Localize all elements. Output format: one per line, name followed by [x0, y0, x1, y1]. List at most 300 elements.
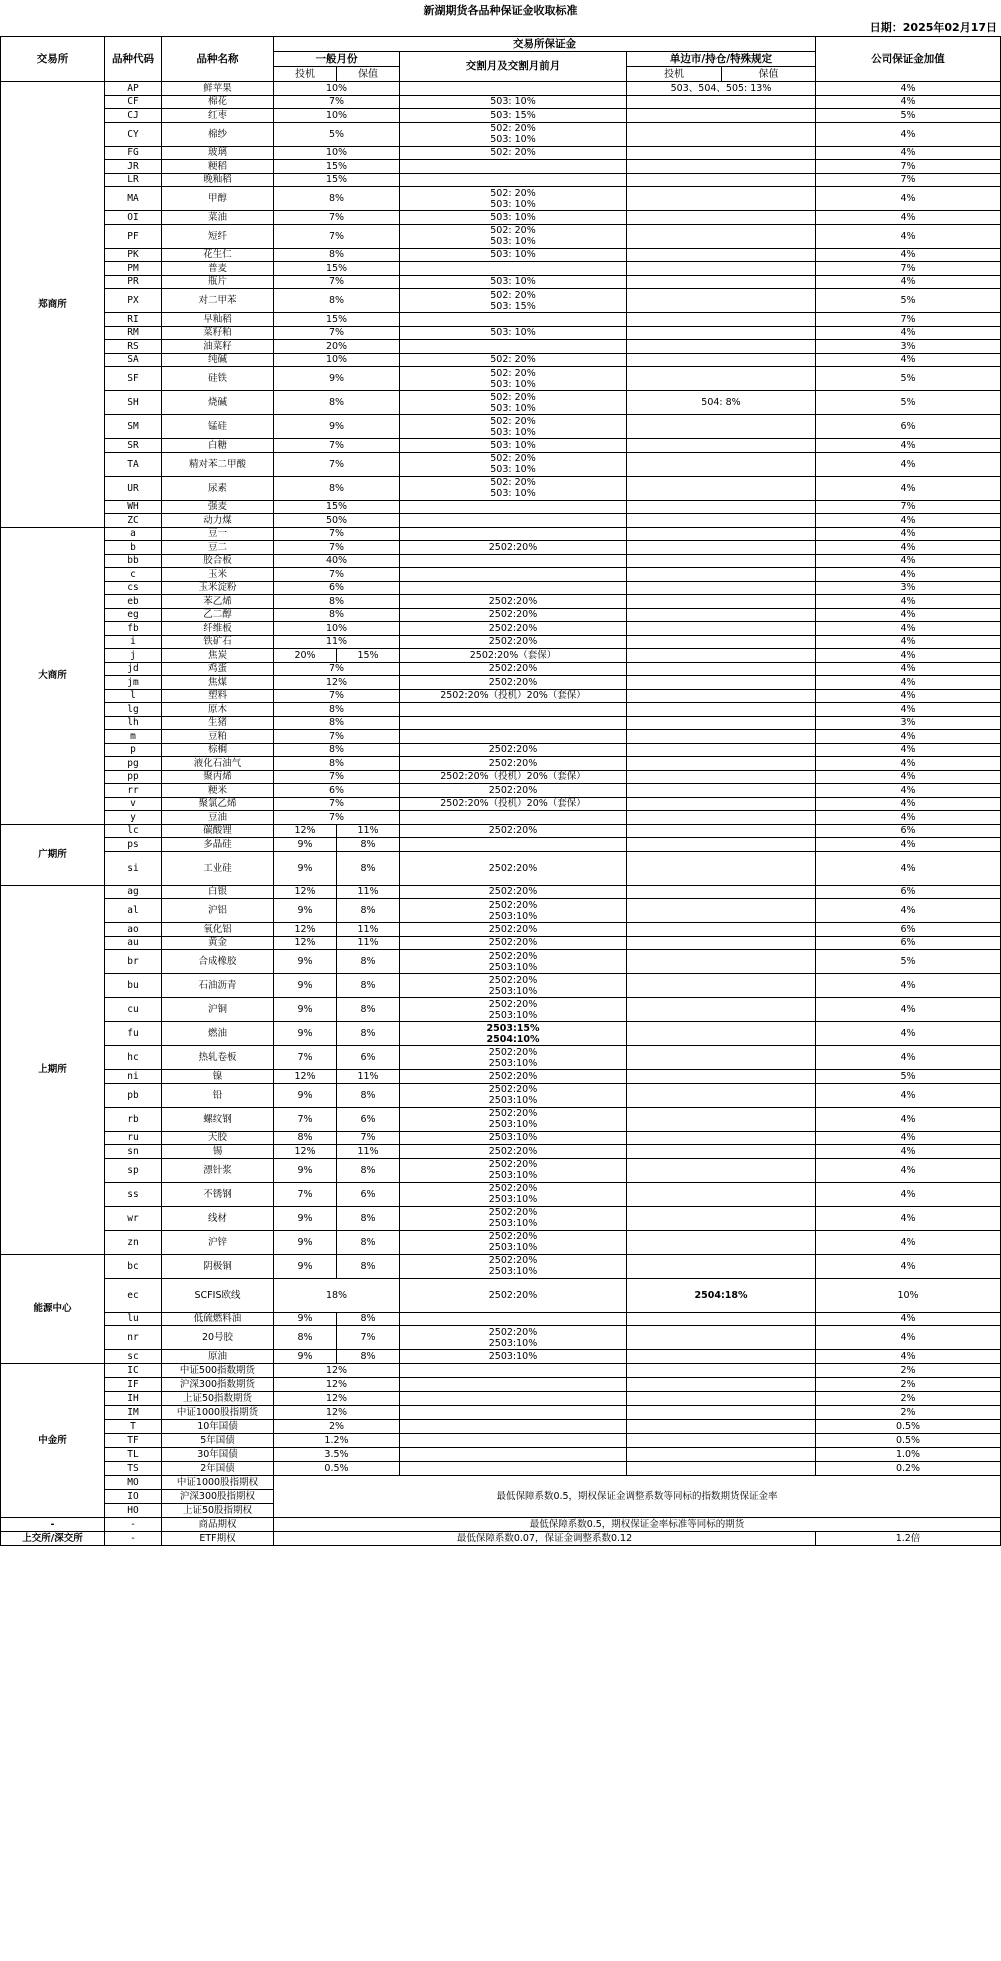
name-cell: 硅铁 — [162, 367, 274, 391]
code-cell: lg — [105, 703, 162, 717]
general-margin-cell: 18% — [274, 1278, 400, 1312]
delivery-line: 2503:10% — [488, 910, 538, 922]
code-cell: j — [105, 649, 162, 663]
code-cell: TS — [105, 1461, 162, 1475]
special-rule-cell — [627, 851, 816, 885]
delivery-margin-cell — [400, 689, 627, 703]
header-hedge: 保值 — [337, 67, 400, 82]
company-margin-cell: 4% — [816, 743, 1001, 757]
delivery-line: 2502:20% — [488, 1255, 538, 1266]
delivery-line: 2502:20% — [488, 744, 538, 756]
code-cell: IO — [105, 1489, 162, 1503]
general-margin-cell: 7% — [274, 662, 400, 676]
general-margin-cell: 15% — [274, 160, 400, 174]
delivery-line: 2503:10% — [488, 1132, 538, 1144]
table-row — [1, 811, 1001, 825]
delivery-margin-cell — [400, 1070, 627, 1084]
delivery-margin-cell — [400, 1326, 627, 1350]
table-row — [1, 1517, 1001, 1531]
delivery-margin-cell — [400, 187, 627, 211]
special-rule-cell — [627, 649, 816, 663]
code-cell: m — [105, 730, 162, 744]
name-cell: 焦煤 — [162, 676, 274, 690]
code-cell: - — [105, 1531, 162, 1545]
company-margin-cell: 6% — [816, 824, 1001, 838]
code-cell: rr — [105, 784, 162, 798]
table-row — [1, 391, 1001, 415]
delivery-line: 503: 10% — [490, 402, 536, 414]
company-margin-cell: 0.5% — [816, 1419, 1001, 1433]
delivery-line: 502: 20% — [490, 415, 536, 427]
company-margin-cell: 4% — [816, 1046, 1001, 1070]
name-cell: 胶合板 — [162, 554, 274, 568]
company-margin-cell: 4% — [816, 1182, 1001, 1206]
company-margin-cell: 2% — [816, 1377, 1001, 1391]
delivery-margin-cell — [400, 851, 627, 885]
code-cell: IC — [105, 1363, 162, 1377]
delivery-margin-cell — [400, 1391, 627, 1405]
hedge-margin-cell: 8% — [337, 1312, 400, 1326]
special-rule-cell — [627, 289, 816, 313]
special-rule-cell — [627, 1254, 816, 1278]
special-rule-cell — [627, 1461, 816, 1475]
delivery-margin-cell — [400, 1230, 627, 1254]
table-row — [1, 146, 1001, 160]
table-row — [1, 1475, 1001, 1489]
code-cell: CY — [105, 122, 162, 146]
name-cell: 粳米 — [162, 784, 274, 798]
table-row — [1, 1419, 1001, 1433]
name-cell: 白糖 — [162, 439, 274, 453]
table-row — [1, 1158, 1001, 1182]
general-margin-cell: 8% — [274, 289, 400, 313]
hedge-margin-cell: 8% — [337, 974, 400, 998]
table-row — [1, 514, 1001, 528]
table-row — [1, 1531, 1001, 1545]
code-cell: bb — [105, 554, 162, 568]
name-cell: 生猪 — [162, 716, 274, 730]
general-margin-cell: 9% — [274, 415, 400, 439]
name-cell: 线材 — [162, 1206, 274, 1230]
delivery-margin-cell — [400, 146, 627, 160]
general-margin-cell: 7% — [274, 797, 400, 811]
table-row — [1, 662, 1001, 676]
code-cell: eb — [105, 595, 162, 609]
special-rule-cell — [627, 838, 816, 852]
name-cell: 沪铝 — [162, 899, 274, 923]
table-row — [1, 353, 1001, 367]
header-exchange-margin: 交易所保证金 — [274, 37, 816, 52]
special-rule-cell — [627, 1377, 816, 1391]
company-margin-cell: 4% — [816, 476, 1001, 500]
special-rule-cell — [627, 811, 816, 825]
hedge-margin-cell: 11% — [337, 1070, 400, 1084]
code-cell: JR — [105, 160, 162, 174]
delivery-margin-cell — [400, 224, 627, 248]
special-rule-cell — [627, 211, 816, 225]
table-row — [1, 187, 1001, 211]
general-margin-cell: 7% — [274, 811, 400, 825]
company-margin-cell: 1.2倍 — [816, 1531, 1001, 1545]
company-margin-cell: 4% — [816, 439, 1001, 453]
general-margin-cell: 15% — [274, 262, 400, 276]
special-rule-cell — [627, 1312, 816, 1326]
speculation-margin-cell: 9% — [274, 1350, 337, 1364]
company-margin-cell: 4% — [816, 1206, 1001, 1230]
table-row — [1, 476, 1001, 500]
company-margin-cell: 3% — [816, 581, 1001, 595]
delivery-line: 2502:20% — [488, 937, 538, 949]
general-margin-cell: 10% — [274, 146, 400, 160]
exchange-cell: 广期所 — [1, 824, 105, 885]
delivery-line: 2502:20% — [488, 1108, 538, 1119]
company-margin-cell: 5% — [816, 1070, 1001, 1084]
table-row — [1, 1145, 1001, 1159]
code-cell: sc — [105, 1350, 162, 1364]
delivery-line: 502: 20% — [490, 367, 536, 379]
speculation-margin-cell: 9% — [274, 998, 337, 1022]
delivery-margin-cell — [400, 581, 627, 595]
table-row — [1, 635, 1001, 649]
code-cell: PF — [105, 224, 162, 248]
delivery-margin-cell — [400, 568, 627, 582]
company-margin-cell: 4% — [816, 608, 1001, 622]
general-margin-cell: 7% — [274, 689, 400, 703]
delivery-margin-cell — [400, 1158, 627, 1182]
name-cell: 玉米 — [162, 568, 274, 582]
code-cell: ZC — [105, 514, 162, 528]
company-margin-cell: 4% — [816, 622, 1001, 636]
table-row — [1, 950, 1001, 974]
name-cell: 30年国债 — [162, 1447, 274, 1461]
speculation-margin-cell: 9% — [274, 950, 337, 974]
delivery-line: 502: 20% — [490, 354, 536, 366]
general-margin-cell: 11% — [274, 635, 400, 649]
code-cell: PK — [105, 248, 162, 262]
delivery-line: 2503:10% — [488, 1218, 538, 1229]
delivery-line: 2502:20% — [488, 1070, 538, 1082]
name-cell: 中证500指数期货 — [162, 1363, 274, 1377]
company-margin-cell: 4% — [816, 899, 1001, 923]
special-rule-cell — [627, 797, 816, 811]
name-cell: 短纤 — [162, 224, 274, 248]
header-general-month: 一般月份 — [274, 52, 400, 67]
name-cell: 棉纱 — [162, 122, 274, 146]
special-rule-cell — [627, 1131, 816, 1145]
general-margin-cell: 8% — [274, 703, 400, 717]
delivery-margin-cell — [400, 514, 627, 528]
code-cell: fu — [105, 1022, 162, 1046]
special-rule-cell — [627, 224, 816, 248]
delivery-margin-cell — [400, 340, 627, 354]
table-row — [1, 452, 1001, 476]
company-margin-cell: 3% — [816, 340, 1001, 354]
code-cell: l — [105, 689, 162, 703]
hedge-margin-cell: 8% — [337, 1230, 400, 1254]
code-cell: p — [105, 743, 162, 757]
special-rule-cell — [627, 313, 816, 327]
code-cell: c — [105, 568, 162, 582]
speculation-margin-cell: 12% — [274, 936, 337, 950]
special-rule-cell — [627, 452, 816, 476]
code-cell: IF — [105, 1377, 162, 1391]
name-cell: 工业硅 — [162, 851, 274, 885]
special-rule-cell — [627, 974, 816, 998]
delivery-margin-cell — [400, 439, 627, 453]
table-row — [1, 248, 1001, 262]
code-cell: fb — [105, 622, 162, 636]
code-cell: SM — [105, 415, 162, 439]
exchange-cell: 大商所 — [1, 527, 105, 824]
name-cell: 普麦 — [162, 262, 274, 276]
name-cell: 白银 — [162, 885, 274, 899]
delivery-line: 2502:20% — [488, 923, 538, 935]
name-cell: 乙二醇 — [162, 608, 274, 622]
table-row — [1, 743, 1001, 757]
code-cell: eg — [105, 608, 162, 622]
company-margin-cell: 0.5% — [816, 1433, 1001, 1447]
delivery-margin-cell — [400, 885, 627, 899]
delivery-margin-cell — [400, 899, 627, 923]
code-cell: ni — [105, 1070, 162, 1084]
delivery-margin-cell — [400, 1377, 627, 1391]
table-row — [1, 554, 1001, 568]
special-rule-cell — [627, 899, 816, 923]
delivery-line: 2502:20% — [488, 886, 538, 898]
speculation-margin-cell: 8% — [274, 1131, 337, 1145]
speculation-margin-cell: 12% — [274, 1070, 337, 1084]
delivery-line: 2502:20% — [488, 1046, 538, 1058]
code-cell: WH — [105, 500, 162, 514]
name-cell: 苯乙烯 — [162, 595, 274, 609]
table-row — [1, 122, 1001, 146]
general-margin-cell: 7% — [274, 326, 400, 340]
general-margin-cell: 8% — [274, 595, 400, 609]
table-row — [1, 367, 1001, 391]
special-rule-cell — [627, 415, 816, 439]
delivery-margin-cell — [400, 391, 627, 415]
delivery-margin-cell — [400, 797, 627, 811]
hedge-margin-cell: 11% — [337, 824, 400, 838]
general-margin-cell: 15% — [274, 313, 400, 327]
table-row — [1, 1278, 1001, 1312]
general-margin-cell: 6% — [274, 784, 400, 798]
general-margin-cell: 10% — [274, 353, 400, 367]
company-margin-cell: 10% — [816, 1278, 1001, 1312]
company-margin-cell: 4% — [816, 974, 1001, 998]
special-rule-cell — [627, 581, 816, 595]
delivery-margin-cell — [400, 649, 627, 663]
name-cell: 天胶 — [162, 1131, 274, 1145]
code-cell: CF — [105, 95, 162, 109]
table-row — [1, 1107, 1001, 1131]
delivery-line: 2502:20% — [488, 1289, 538, 1301]
special-rule-cell — [627, 187, 816, 211]
code-cell: ao — [105, 923, 162, 937]
company-margin-cell: 4% — [816, 662, 1001, 676]
delivery-line: 2502:20% — [488, 998, 538, 1010]
name-cell: 晚籼稻 — [162, 173, 274, 187]
special-rule-cell — [627, 160, 816, 174]
speculation-margin-cell: 7% — [274, 1182, 337, 1206]
delivery-margin-cell — [400, 770, 627, 784]
table-row — [1, 224, 1001, 248]
special-rule-cell — [627, 146, 816, 160]
company-margin-cell: 4% — [816, 811, 1001, 825]
table-row — [1, 689, 1001, 703]
general-margin-cell: 12% — [274, 1363, 400, 1377]
company-margin-cell: 4% — [816, 784, 1001, 798]
delivery-margin-cell — [400, 824, 627, 838]
code-cell: sn — [105, 1145, 162, 1159]
special-rule-cell — [627, 1433, 816, 1447]
code-cell: bu — [105, 974, 162, 998]
name-cell: 玻璃 — [162, 146, 274, 160]
table-row — [1, 649, 1001, 663]
hedge-margin-cell: 8% — [337, 899, 400, 923]
code-cell: HO — [105, 1503, 162, 1517]
delivery-margin-cell — [400, 1182, 627, 1206]
name-cell: 多晶硅 — [162, 838, 274, 852]
special-rule-cell — [627, 1363, 816, 1377]
delivery-margin-cell — [400, 608, 627, 622]
delivery-line: 503: 10% — [490, 464, 536, 475]
delivery-margin-cell — [400, 950, 627, 974]
delivery-line: 2503:10% — [488, 1057, 538, 1069]
general-margin-cell: 12% — [274, 1377, 400, 1391]
speculation-margin-cell: 9% — [274, 851, 337, 885]
code-cell: SR — [105, 439, 162, 453]
speculation-margin-cell: 9% — [274, 1254, 337, 1278]
name-cell: 原木 — [162, 703, 274, 717]
special-rule-cell — [627, 173, 816, 187]
name-cell: SCFIS欧线 — [162, 1278, 274, 1312]
code-cell: sp — [105, 1158, 162, 1182]
delivery-line: 503: 10% — [490, 276, 536, 288]
delivery-line: 503: 15% — [490, 300, 536, 312]
table-row — [1, 757, 1001, 771]
delivery-line: 2503:10% — [488, 985, 538, 997]
name-cell: 强麦 — [162, 500, 274, 514]
delivery-line: 2502:20%（投机）20%（套保） — [440, 798, 586, 810]
name-cell: 玉米淀粉 — [162, 581, 274, 595]
general-margin-cell: 7% — [274, 541, 400, 555]
table-row — [1, 1461, 1001, 1475]
table-row — [1, 1131, 1001, 1145]
delivery-line: 2502:20% — [488, 784, 538, 796]
delivery-margin-cell — [400, 1363, 627, 1377]
special-rule-cell — [627, 998, 816, 1022]
code-cell: bc — [105, 1254, 162, 1278]
special-rule-cell — [627, 622, 816, 636]
hedge-margin-cell: 8% — [337, 851, 400, 885]
speculation-margin-cell: 9% — [274, 1312, 337, 1326]
company-margin-cell: 4% — [816, 224, 1001, 248]
name-cell: 对二甲苯 — [162, 289, 274, 313]
name-cell: 锡 — [162, 1145, 274, 1159]
special-rule-cell — [627, 262, 816, 276]
delivery-line: 2502:20% — [488, 541, 538, 553]
speculation-margin-cell: 9% — [274, 1022, 337, 1046]
company-margin-cell: 7% — [816, 173, 1001, 187]
delivery-margin-cell — [400, 541, 627, 555]
table-row — [1, 770, 1001, 784]
exchange-cell: 郑商所 — [1, 82, 105, 528]
company-margin-cell: 4% — [816, 95, 1001, 109]
speculation-margin-cell: 9% — [274, 1158, 337, 1182]
company-margin-cell: 6% — [816, 923, 1001, 937]
table-body — [1, 82, 1001, 1546]
name-cell: 棕榈 — [162, 743, 274, 757]
name-cell: 动力煤 — [162, 514, 274, 528]
header-company-margin: 公司保证金加值 — [816, 37, 1001, 82]
delivery-line: 2502:20% — [488, 825, 538, 837]
special-rule-cell — [627, 730, 816, 744]
company-margin-cell: 4% — [816, 122, 1001, 146]
general-margin-cell: 8% — [274, 187, 400, 211]
company-margin-cell: 4% — [816, 514, 1001, 528]
code-cell: - — [105, 1517, 162, 1531]
general-margin-cell: 8% — [274, 248, 400, 262]
code-cell: hc — [105, 1046, 162, 1070]
company-margin-cell: 5% — [816, 109, 1001, 123]
company-margin-cell: 4% — [816, 353, 1001, 367]
code-cell: b — [105, 541, 162, 555]
name-cell: 燃油 — [162, 1022, 274, 1046]
company-margin-cell: 4% — [816, 187, 1001, 211]
company-margin-cell: 7% — [816, 313, 1001, 327]
delivery-margin-cell — [400, 998, 627, 1022]
header-special-hedge: 保值 — [722, 67, 816, 82]
special-rule-cell — [627, 541, 816, 555]
general-margin-cell: 40% — [274, 554, 400, 568]
name-cell: 原油 — [162, 1350, 274, 1364]
name-cell: 精对苯二甲酸 — [162, 452, 274, 476]
header-name: 品种名称 — [162, 37, 274, 82]
name-cell: 尿素 — [162, 476, 274, 500]
name-cell: 黄金 — [162, 936, 274, 950]
speculation-margin-cell: 9% — [274, 899, 337, 923]
name-cell: 豆一 — [162, 527, 274, 541]
special-rule-cell — [627, 1405, 816, 1419]
company-margin-cell: 4% — [816, 838, 1001, 852]
table-row — [1, 211, 1001, 225]
code-cell: lc — [105, 824, 162, 838]
delivery-margin-cell — [400, 703, 627, 717]
company-margin-cell: 2% — [816, 1391, 1001, 1405]
general-margin-cell: 7% — [274, 452, 400, 476]
general-margin-cell: 12% — [274, 1391, 400, 1405]
name-cell: 热轧卷板 — [162, 1046, 274, 1070]
delivery-line: 503: 10% — [490, 488, 536, 499]
code-cell: LR — [105, 173, 162, 187]
special-rule-cell — [627, 122, 816, 146]
delivery-line: 503: 10% — [490, 439, 536, 451]
delivery-line: 503: 10% — [490, 327, 536, 339]
name-cell: 纯碱 — [162, 353, 274, 367]
delivery-line: 2502:20% — [488, 757, 538, 769]
delivery-line: 2502:20% — [488, 950, 538, 962]
delivery-margin-cell — [400, 109, 627, 123]
general-margin-cell: 7% — [274, 275, 400, 289]
header-delivery-month: 交割月及交割月前月 — [400, 52, 627, 82]
name-cell: 菜油 — [162, 211, 274, 225]
code-cell: ss — [105, 1182, 162, 1206]
company-margin-cell: 4% — [816, 326, 1001, 340]
company-margin-cell: 4% — [816, 770, 1001, 784]
header-exchange: 交易所 — [1, 37, 105, 82]
company-margin-cell: 4% — [816, 757, 1001, 771]
